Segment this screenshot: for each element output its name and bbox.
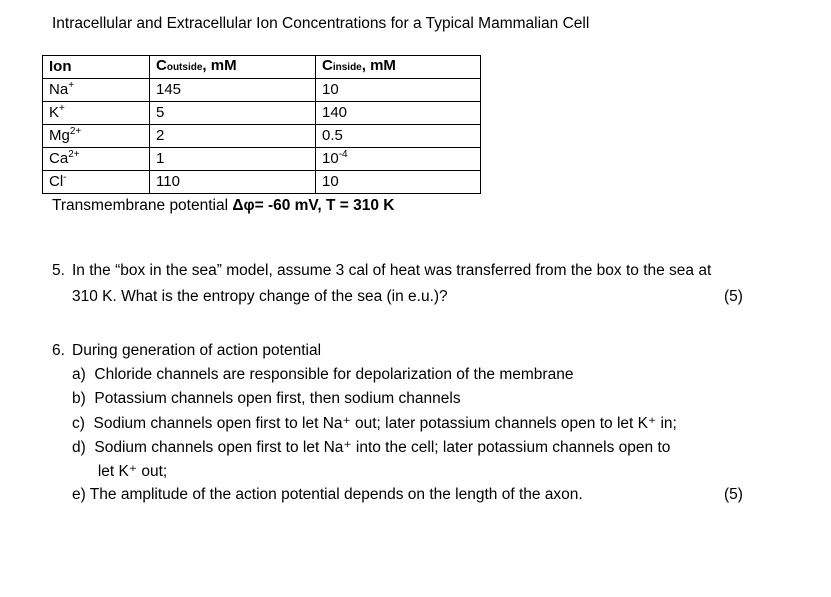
potential-value: Δφ= -60 mV, T = 310 K — [232, 197, 395, 214]
ion-charge: - — [63, 172, 67, 183]
question-6-stem: During generation of action potential — [72, 342, 322, 359]
ion-cell — [43, 171, 150, 194]
outside-cell: 110 — [150, 171, 316, 194]
inside-value: 0.5 — [322, 127, 343, 144]
question-6-option: a) Chloride channels are responsible for depolarization of the membrane — [72, 366, 574, 383]
inside-cell — [316, 102, 481, 125]
ion-name: Ca — [49, 150, 69, 167]
question-5-text: 310 K. What is the entropy change of the sea (in e.u.)? — [72, 288, 448, 305]
ion-charge: 2+ — [69, 126, 82, 137]
ion-cell — [43, 102, 150, 125]
ion-name: Cl — [49, 173, 64, 190]
table-title: Intracellular and Extracellular Ion Concentrations for a Typical Mammalian Cell — [52, 15, 590, 32]
outside-cell: 5 — [150, 102, 316, 125]
ion-cell — [43, 125, 150, 148]
table-row — [43, 102, 481, 125]
table-header-row — [43, 56, 481, 79]
ion-name: Na — [49, 81, 69, 98]
question-6-option: c) Sodium channels open first to let Na⁺ out; later potassium channels open to let K⁺ in; — [72, 415, 677, 432]
question-6-points: (5) — [724, 486, 743, 503]
header-text: C — [156, 57, 167, 74]
question-5-points: (5) — [724, 288, 743, 305]
potential-label: Transmembrane potential — [52, 197, 233, 214]
table-row — [43, 171, 481, 194]
ion-cell — [43, 148, 150, 171]
inside-exponent: -4 — [338, 149, 348, 160]
ion-name: K — [49, 104, 60, 121]
inside-value: 140 — [322, 104, 348, 121]
table-row — [43, 79, 481, 102]
header-text: Ion — [49, 58, 72, 75]
question-6-option: d) Sodium channels open first to let Na⁺ into the cell; later potassium channels open to — [72, 439, 671, 456]
question-6-number: 6. — [52, 342, 65, 359]
outside-cell: 145 — [150, 79, 316, 102]
ion-name: Mg — [49, 127, 70, 144]
header-unit: , mM — [202, 57, 237, 74]
ion-charge: + — [68, 80, 75, 91]
transmembrane-potential — [52, 197, 394, 215]
header-ion — [43, 56, 150, 79]
outside-cell: 2 — [150, 125, 316, 148]
ion-concentration-table — [42, 55, 481, 194]
outside-cell: 1 — [150, 148, 316, 171]
ion-charge: + — [59, 103, 65, 114]
header-subscript: inside — [332, 62, 362, 73]
inside-cell — [316, 125, 481, 148]
header-outside — [150, 56, 316, 79]
header-inside — [316, 56, 481, 79]
inside-cell — [316, 79, 481, 102]
header-unit: , mM — [361, 57, 396, 74]
header-subscript: outside — [166, 62, 203, 73]
inside-value: 10 — [322, 173, 339, 190]
question-6-option: let K⁺ out; — [72, 463, 168, 480]
inside-cell — [316, 148, 481, 171]
question-5-number: 5. — [52, 262, 65, 279]
header-text: C — [322, 57, 333, 74]
question-6-option: b) Potassium channels open first, then sodium channels — [72, 390, 461, 407]
table-row — [43, 148, 481, 171]
question-6-option: e) The amplitude of the action potential depends on the length of the axon. — [72, 486, 583, 503]
ion-charge: 2+ — [68, 149, 80, 160]
inside-value: 10 — [322, 81, 339, 98]
inside-value: 10 — [322, 150, 339, 167]
ion-cell — [43, 79, 150, 102]
table-row — [43, 125, 481, 148]
question-5-text: In the “box in the sea” model, assume 3 cal of heat was transferred from the box to the sea at — [72, 262, 712, 279]
inside-cell — [316, 171, 481, 194]
